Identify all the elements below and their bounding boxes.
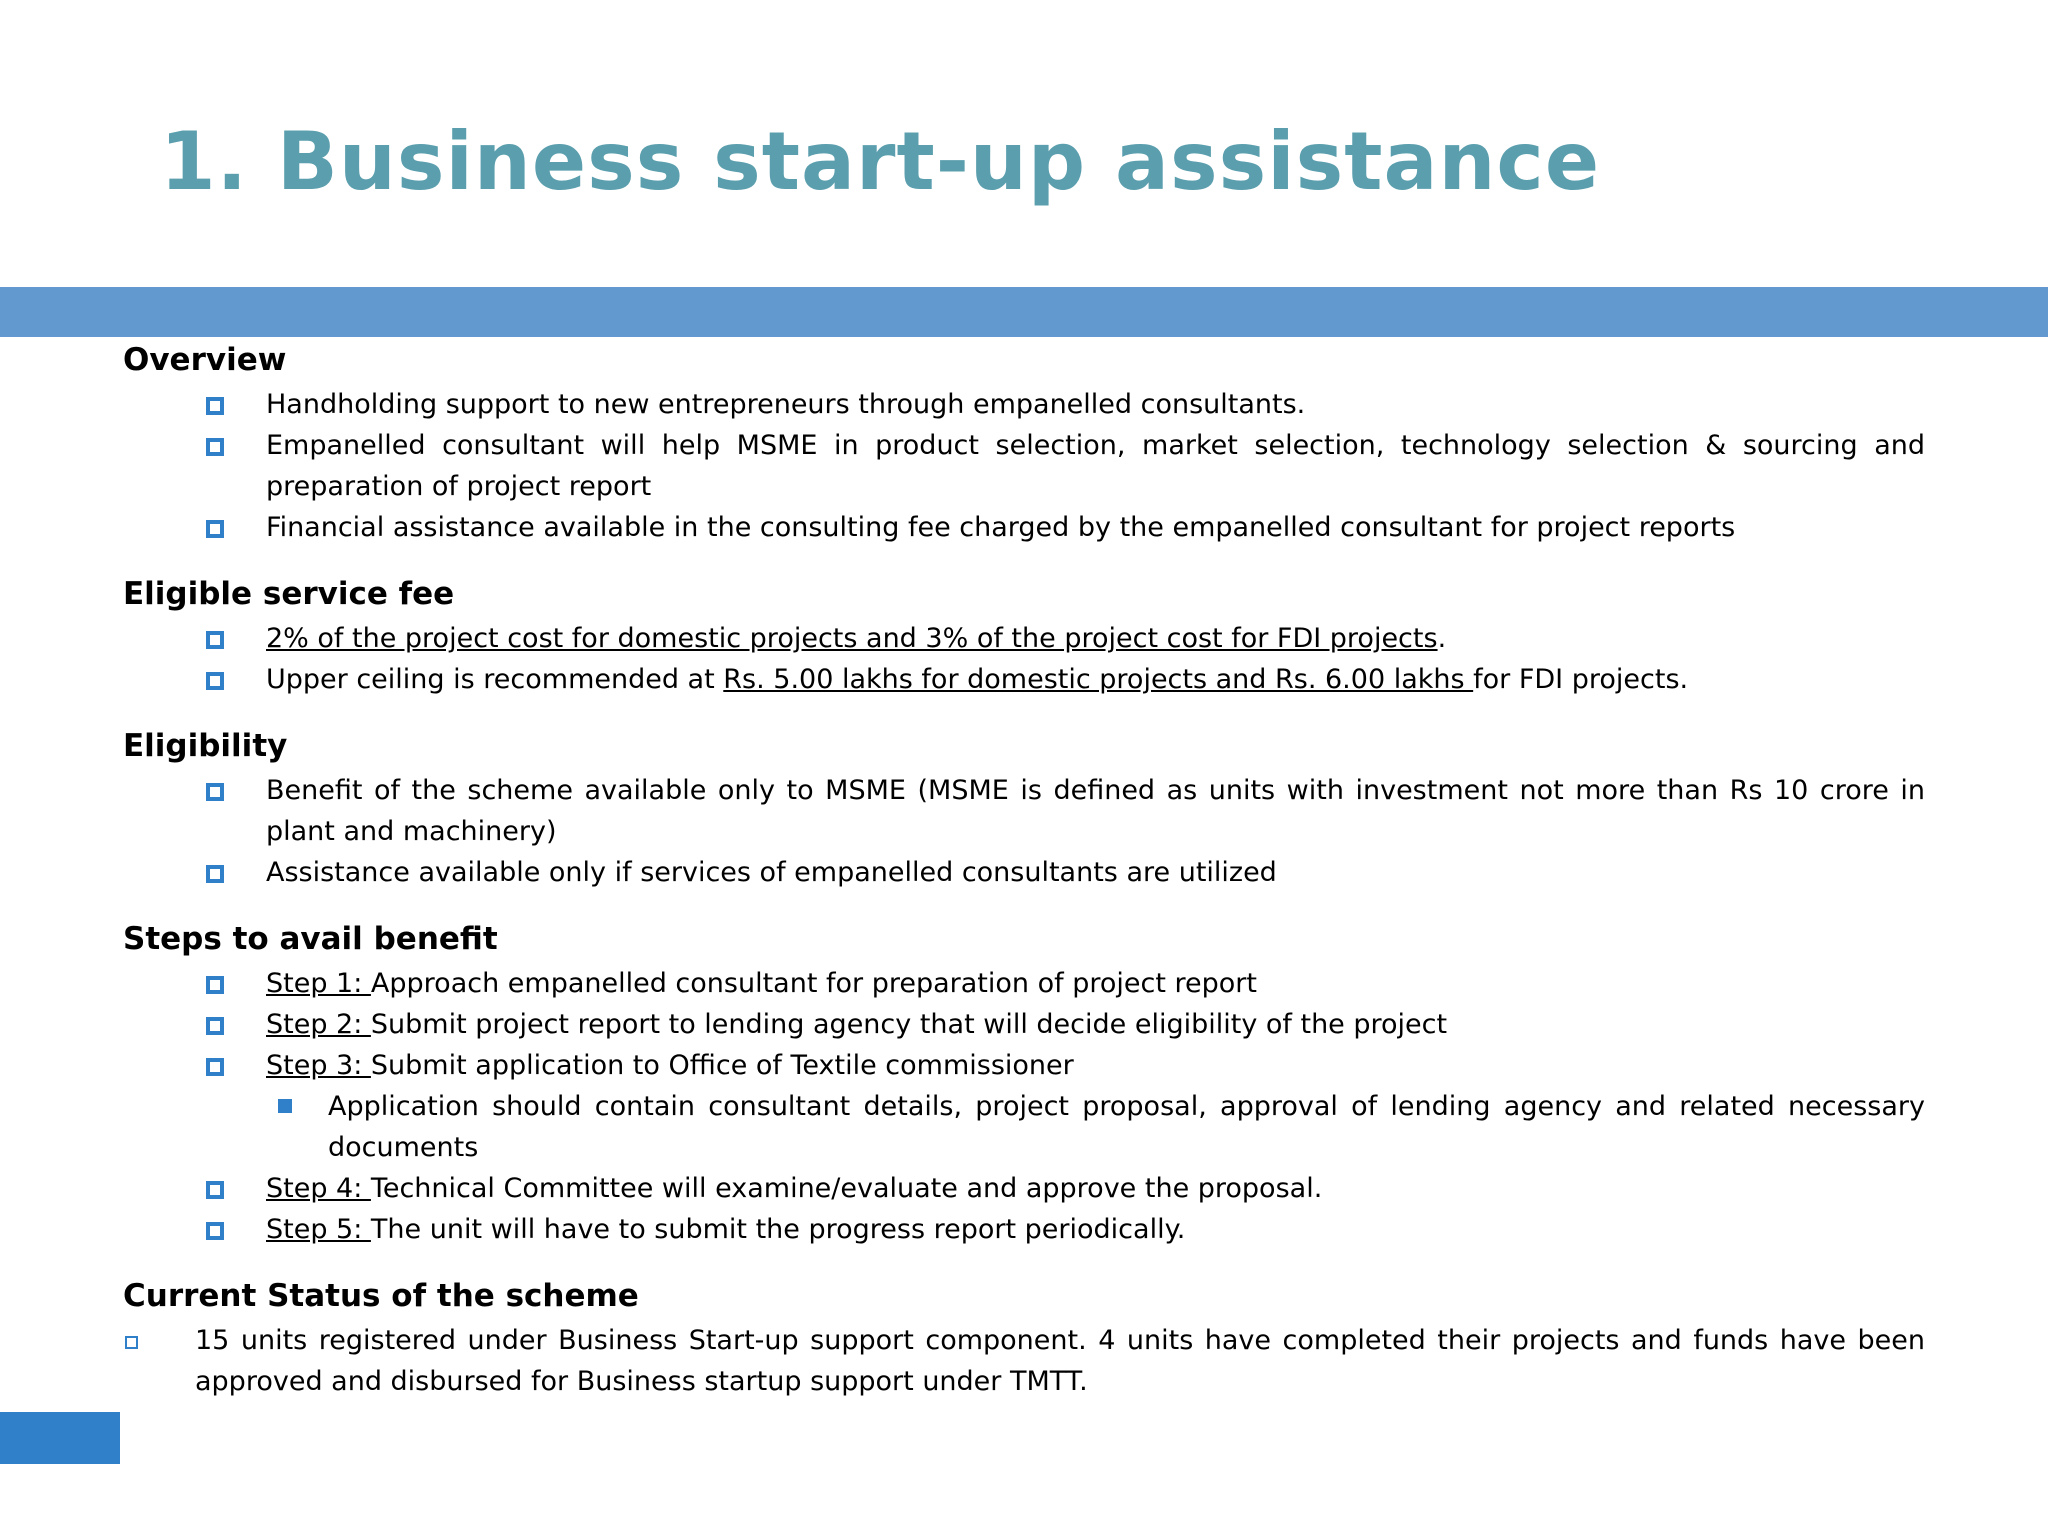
step-label: Step 2: [266, 1009, 371, 1040]
square-bullet-icon [206, 438, 224, 456]
slide-title: 1. Business start-up assistance [160, 115, 1601, 208]
item-text: Benefit of the scheme available only to MSME (MSME is defined as units with investment not more than Rs 10 crore in plant and machinery) [266, 775, 1925, 847]
step-text: Technical Committee will examine/evaluate and approve the proposal. [370, 1173, 1323, 1204]
step-text: Submit project report to lending agency that will decide eligibility of the project [370, 1009, 1448, 1040]
list-item [123, 1168, 1925, 1209]
list-item [123, 1045, 1925, 1086]
list-item [123, 852, 1925, 893]
square-bullet-icon [206, 783, 224, 801]
square-bullet-icon [206, 397, 224, 415]
square-bullet-icon [206, 672, 224, 690]
step-text: Approach empanelled consultant for preparation of project report [370, 968, 1257, 999]
section-heading: Steps to avail benefit [123, 921, 498, 957]
section-heading: Eligible service fee [123, 576, 455, 612]
list-item [123, 1004, 1925, 1045]
item-text: Empanelled consultant will help MSME in product selection, market selection, technology selection & sourcing and preparation of project report [266, 430, 1925, 502]
section-heading: Overview [123, 342, 287, 378]
section-fee [123, 574, 1925, 700]
item-text: Financial assistance available in the consulting fee charged by the empanelled consultant for project reports [266, 512, 1736, 543]
step-label: Step 3: [266, 1050, 371, 1081]
filled-square-bullet-icon [278, 1099, 292, 1113]
bullet-list [123, 770, 1925, 893]
slide-content [123, 340, 1925, 1402]
bullet-list [123, 618, 1925, 700]
bullet-list [123, 384, 1925, 548]
item-text-underlined: Rs. 5.00 lakhs for domestic projects and Rs. 6.00 lakhs [723, 664, 1474, 695]
item-text: 15 units registered under Business Start-up support component. 4 units have completed their projects and funds have been approved and disbursed for Business startup support under TMTT. [195, 1325, 1925, 1397]
square-bullet-icon [206, 520, 224, 538]
step-text: The unit will have to submit the progress report periodically. [370, 1214, 1186, 1245]
list-item [123, 770, 1925, 852]
square-bullet-icon [206, 631, 224, 649]
step-label: Step 1: [266, 968, 371, 999]
section-steps [123, 919, 1925, 1250]
sub-list-item [123, 1086, 1925, 1168]
list-item [123, 1209, 1925, 1250]
square-bullet-icon [206, 865, 224, 883]
item-text: Application should contain consultant details, project proposal, approval of lending agency and related necessary documents [328, 1091, 1925, 1163]
square-bullet-icon [206, 1058, 224, 1076]
section-eligibility [123, 726, 1925, 893]
bullet-list [123, 963, 1925, 1250]
section-heading: Current Status of the scheme [123, 1278, 639, 1314]
list-item [123, 1320, 1925, 1402]
slide-marker-tab [0, 1412, 120, 1464]
item-text: Handholding support to new entrepreneurs through empanelled consultants. [266, 389, 1306, 420]
item-text: Assistance available only if services of empanelled consultants are utilized [266, 857, 1277, 888]
list-item [123, 618, 1925, 659]
square-bullet-icon [206, 976, 224, 994]
square-bullet-icon [125, 1336, 138, 1349]
section-overview [123, 340, 1925, 548]
list-item [123, 425, 1925, 507]
header-band [0, 287, 2048, 337]
list-item [123, 384, 1925, 425]
list-item [123, 659, 1925, 700]
square-bullet-icon [206, 1222, 224, 1240]
item-text-end: . [1437, 623, 1447, 654]
list-item [123, 507, 1925, 548]
step-label: Step 4: [266, 1173, 371, 1204]
item-text: for FDI projects. [1473, 664, 1689, 695]
step-label: Step 5: [266, 1214, 371, 1245]
section-heading: Eligibility [123, 728, 288, 764]
list-item [123, 963, 1925, 1004]
square-bullet-icon [206, 1017, 224, 1035]
item-text-underlined: 2% of the project cost for domestic projects and 3% of the project cost for FDI projects [266, 623, 1438, 654]
square-bullet-icon [206, 1181, 224, 1199]
step-text: Submit application to Office of Textile commissioner [370, 1050, 1074, 1081]
section-status [123, 1276, 1925, 1402]
item-text: Upper ceiling is recommended at [266, 664, 724, 695]
